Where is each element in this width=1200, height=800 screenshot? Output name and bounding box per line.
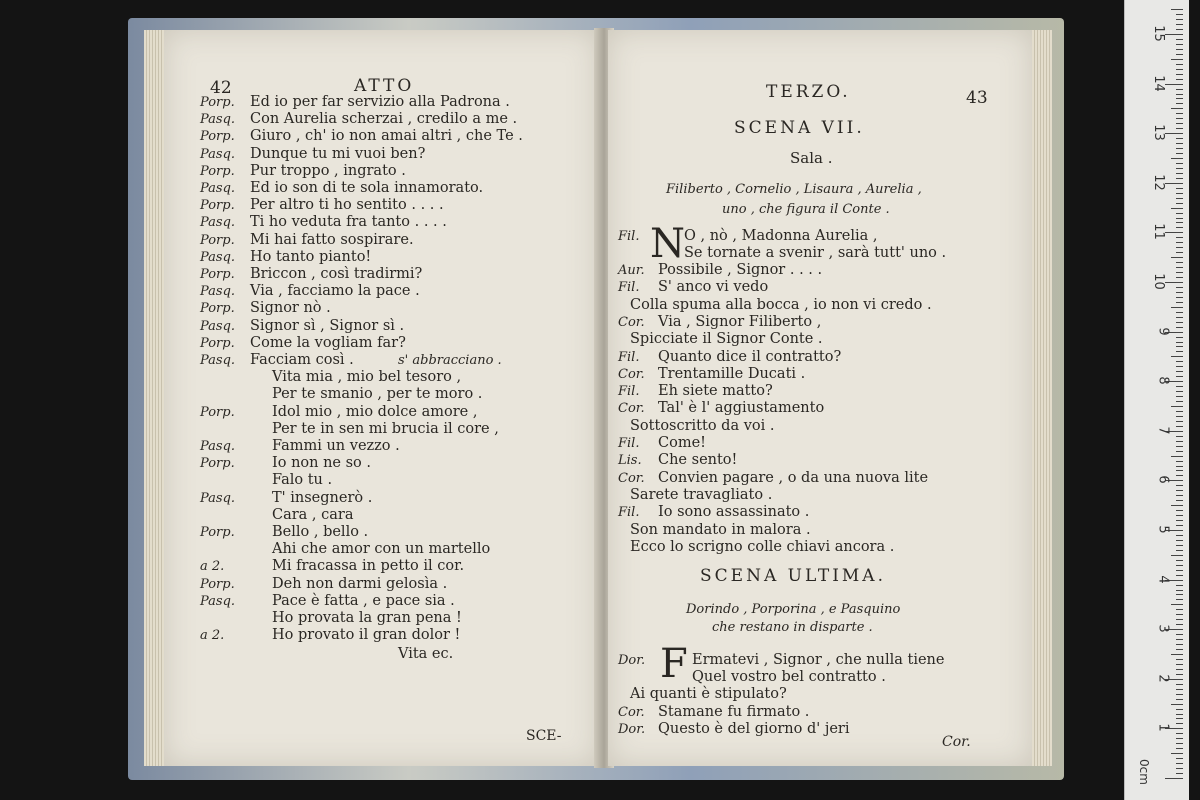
- speaker-label: Pasq.: [200, 215, 236, 231]
- ruler-tick: [1176, 639, 1183, 640]
- ruler-tick: [1176, 733, 1183, 734]
- ruler-tick: [1176, 470, 1183, 471]
- ruler-tick: [1176, 178, 1183, 179]
- ruler-tick: [1176, 748, 1183, 749]
- verse-line: Facciam così .: [250, 352, 354, 368]
- speaker-label: Porp.: [200, 267, 235, 282]
- ruler-tick: [1176, 218, 1183, 219]
- ruler-tick: [1176, 247, 1183, 248]
- verse-line: Signor sì , Signor sì .: [250, 317, 405, 334]
- page-edge-left: [144, 30, 164, 766]
- speaker-label: Pasq.: [200, 439, 236, 454]
- drop-capital: N: [650, 221, 685, 267]
- ruler-tick: [1165, 133, 1183, 134]
- speaker-label: Pasq.: [200, 490, 236, 506]
- speaker-label: Cor.: [618, 704, 645, 720]
- verse-line: Ho provata la gran pena !: [272, 610, 462, 626]
- ruler-tick: [1176, 520, 1183, 521]
- verse-line: Quanto dice il contratto?: [658, 348, 842, 365]
- ruler-tick: [1171, 257, 1183, 258]
- ruler-tick: [1176, 619, 1183, 620]
- ruler-tick: [1176, 24, 1183, 25]
- speaker-label: Porp.: [200, 404, 235, 420]
- ruler-unit: 0cm: [1136, 759, 1151, 785]
- ruler-tick: [1176, 535, 1183, 536]
- verse-line: Signor nò .: [250, 300, 331, 317]
- ruler-tick: [1176, 634, 1183, 635]
- ruler-tick: [1176, 436, 1183, 437]
- ruler-label: 11: [1151, 223, 1167, 241]
- ruler-tick: [1176, 292, 1183, 293]
- ruler-tick: [1176, 272, 1183, 273]
- ruler-tick: [1176, 143, 1183, 144]
- speaker-label: Dor.: [618, 722, 646, 737]
- verse-line: Pace è fatta , e pace sia .: [272, 592, 455, 609]
- verse-line: Io sono assassinato .: [658, 504, 810, 521]
- ruler-tick: [1176, 446, 1183, 447]
- stage-direction: s' abbracciano .: [398, 353, 502, 368]
- verse-line: Io non ne so .: [272, 455, 372, 472]
- verse-line: Per altro ti ho sentito . . . .: [250, 197, 444, 214]
- ruler-tick: [1171, 208, 1183, 209]
- ruler-tick: [1176, 709, 1183, 710]
- ruler-tick: [1176, 421, 1183, 422]
- verse-line: Ti ho veduta fra tanto . . . .: [250, 214, 447, 231]
- speaker-label: Porp.: [200, 163, 235, 179]
- ruler-tick: [1176, 371, 1183, 372]
- ruler-tick: [1176, 545, 1183, 546]
- ruler-label: 1: [1155, 723, 1171, 733]
- page-edge-right: [1032, 30, 1052, 766]
- measuring-ruler: [1124, 0, 1189, 800]
- verse-line: Ai quanti è stipulato?: [630, 686, 787, 702]
- verse-line: Ermatevi , Signor , che nulla tiene: [692, 652, 945, 668]
- speaker-label: Dor.: [618, 653, 646, 668]
- speaker-label: Pasq.: [200, 284, 236, 300]
- verse-line: Via , facciamo la pace .: [250, 283, 420, 300]
- ruler-tick: [1165, 183, 1183, 184]
- ruler-tick: [1176, 689, 1183, 690]
- speaker-label: Porp.: [200, 95, 235, 110]
- verse-line: Sottoscritto da voi .: [630, 417, 775, 434]
- ruler-tick: [1176, 466, 1183, 467]
- ruler-tick: [1176, 396, 1183, 397]
- ruler-tick: [1176, 337, 1183, 338]
- ruler-tick: [1165, 84, 1183, 85]
- speaker-label: Fil.: [618, 384, 640, 400]
- speaker-label: Porp.: [200, 456, 235, 472]
- ruler-tick: [1176, 44, 1183, 45]
- speaker-label: Cor.: [618, 470, 645, 486]
- ruler-tick: [1176, 39, 1183, 40]
- ruler-tick: [1176, 718, 1183, 719]
- ruler-label: 6: [1155, 475, 1171, 485]
- scene-characters: Dorindo , Porporina , e Pasquino: [686, 602, 901, 617]
- ruler-tick: [1176, 312, 1183, 313]
- speaker-label: Fil.: [618, 229, 640, 244]
- ruler-tick: [1176, 684, 1183, 685]
- ruler-tick: [1176, 386, 1183, 387]
- ruler-tick: [1176, 227, 1183, 228]
- ruler-tick: [1171, 753, 1183, 754]
- verse-line: T' insegnerò .: [272, 489, 373, 506]
- ruler-label: 4: [1155, 574, 1171, 584]
- ruler-tick: [1176, 74, 1183, 75]
- verse-line: Se tornate a svenir , sarà tutt' uno .: [684, 245, 947, 261]
- ruler-tick: [1176, 758, 1183, 759]
- ruler-tick: [1176, 322, 1183, 323]
- ruler-label: 3: [1155, 624, 1171, 633]
- verse-line: Come la vogliam far?: [250, 334, 406, 351]
- ruler-tick: [1176, 550, 1183, 551]
- ruler-tick: [1171, 456, 1183, 457]
- scene-title: SCENA ULTIMA.: [700, 566, 886, 586]
- verse-line: Colla spuma alla bocca , io non vi credo .: [630, 296, 932, 313]
- scene-title: SCENA VII.: [734, 118, 865, 138]
- catchword: Cor.: [942, 734, 971, 750]
- ruler-tick: [1171, 9, 1183, 10]
- ruler-tick: [1176, 366, 1183, 367]
- speaker-label: Porp.: [200, 335, 235, 351]
- running-head: ATTO: [354, 76, 415, 96]
- verse-line: Tal' è l' aggiustamento: [658, 400, 825, 417]
- ruler-tick: [1165, 34, 1183, 35]
- closing-line: Vita ec.: [398, 646, 454, 663]
- ruler-tick: [1176, 351, 1183, 352]
- speaker-label: Fil.: [618, 280, 640, 296]
- verse-line: Per te in sen mi brucia il core ,: [272, 420, 499, 437]
- ruler-tick: [1176, 287, 1183, 288]
- verse-line: Mi fracassa in petto il cor.: [272, 558, 465, 575]
- ruler-tick: [1176, 213, 1183, 214]
- ruler-label: 7: [1155, 426, 1171, 435]
- scene-characters: che restano in disparte .: [712, 620, 873, 635]
- left-page: [164, 30, 598, 766]
- speaker-label: Porp.: [200, 232, 235, 248]
- ruler-tick: [1176, 64, 1183, 65]
- speaker-label: Fil.: [618, 349, 640, 365]
- ruler-tick: [1176, 401, 1183, 402]
- ruler-tick: [1171, 704, 1183, 705]
- ruler-tick: [1176, 391, 1183, 392]
- ruler-tick: [1176, 664, 1183, 665]
- ruler-tick: [1176, 510, 1183, 511]
- speaker-label: Pasq.: [200, 249, 236, 265]
- verse-line: Possibile , Signor . . . .: [658, 262, 823, 278]
- ruler-tick: [1176, 451, 1183, 452]
- ruler-tick: [1176, 193, 1183, 194]
- ruler-tick: [1176, 699, 1183, 700]
- ruler-tick: [1176, 317, 1183, 318]
- verse-line: Ecco lo scrigno colle chiavi ancora .: [630, 538, 895, 555]
- ruler-tick: [1176, 79, 1183, 80]
- ruler-tick: [1176, 49, 1183, 50]
- ruler-tick: [1176, 237, 1183, 238]
- ruler-tick: [1176, 694, 1183, 695]
- speaker-label: Fil.: [618, 505, 640, 521]
- verse-line: Pur troppo , ingrato .: [250, 162, 406, 179]
- ruler-tick: [1171, 555, 1183, 556]
- ruler-tick: [1176, 302, 1183, 303]
- speaker-label: a 2.: [200, 628, 225, 644]
- ruler-tick: [1176, 188, 1183, 189]
- verse-line: O , nò , Madonna Aurelia ,: [684, 228, 878, 244]
- verse-line: Mi hai fatto sospirare.: [250, 231, 414, 248]
- verse-line: Con Aurelia scherzai , credilo a me .: [250, 111, 518, 128]
- ruler-tick: [1176, 346, 1183, 347]
- ruler-tick: [1176, 89, 1183, 90]
- speaker-label: Pasq.: [200, 318, 236, 334]
- ruler-tick: [1165, 778, 1183, 779]
- scene-characters: uno , che figura il Conte .: [722, 202, 890, 217]
- ruler-tick: [1171, 654, 1183, 655]
- ruler-tick: [1176, 570, 1183, 571]
- ruler-tick: [1176, 54, 1183, 55]
- ruler-label: 13: [1151, 124, 1167, 141]
- ruler-label: 10: [1151, 273, 1167, 290]
- ruler-tick: [1176, 743, 1183, 744]
- ruler-tick: [1176, 98, 1183, 99]
- verse-line: Ahi che amor con un martello: [272, 541, 491, 558]
- ruler-tick: [1176, 560, 1183, 561]
- verse-line: Via , Signor Filiberto ,: [658, 313, 822, 330]
- ruler-tick: [1176, 490, 1183, 491]
- speaker-label: Pasq.: [200, 146, 236, 162]
- catchword: SCE-: [526, 728, 562, 744]
- speaker-label: Cor.: [618, 401, 645, 417]
- verse-line: Trentamille Ducati .: [658, 365, 806, 382]
- ruler-tick: [1176, 411, 1183, 412]
- page-number: 42: [210, 78, 232, 98]
- speaker-label: a 2.: [200, 559, 225, 575]
- ruler-tick: [1176, 714, 1183, 715]
- verse-line: Falo tu .: [272, 472, 333, 489]
- ruler-tick: [1171, 505, 1183, 506]
- verse-line: Dunque tu mi vuoi ben?: [250, 145, 426, 162]
- verse-line: Stamane fu firmato .: [658, 703, 810, 720]
- speaker-label: Cor.: [618, 314, 645, 330]
- ruler-tick: [1176, 485, 1183, 486]
- ruler-label: 5: [1155, 525, 1171, 534]
- ruler-tick: [1176, 540, 1183, 541]
- verse-line: Bello , bello .: [272, 524, 369, 540]
- ruler-tick: [1171, 59, 1183, 60]
- ruler-tick: [1176, 495, 1183, 496]
- ruler-tick: [1176, 297, 1183, 298]
- verse-line: Idol mio , mio dolce amore ,: [272, 403, 478, 420]
- drop-capital: F: [660, 641, 688, 687]
- ruler-tick: [1176, 674, 1183, 675]
- ruler-label: 9: [1155, 326, 1171, 336]
- ruler-tick: [1176, 69, 1183, 70]
- verse-line: Deh non darmi gelosìa .: [272, 575, 448, 592]
- ruler-tick: [1176, 575, 1183, 576]
- ruler-tick: [1176, 376, 1183, 377]
- ruler-tick: [1176, 594, 1183, 595]
- verse-line: Convien pagare , o da una nuova lite: [658, 469, 929, 486]
- ruler-tick: [1176, 153, 1183, 154]
- ruler-tick: [1176, 342, 1183, 343]
- ruler-tick: [1171, 307, 1183, 308]
- ruler-tick: [1176, 267, 1183, 268]
- speaker-label: Porp.: [200, 525, 235, 540]
- ruler-tick: [1176, 669, 1183, 670]
- ruler-tick: [1176, 29, 1183, 30]
- ruler-tick: [1176, 163, 1183, 164]
- ruler-tick: [1176, 203, 1183, 204]
- speaker-label: Pasq.: [200, 181, 236, 196]
- ruler-tick: [1176, 515, 1183, 516]
- speaker-label: Cor.: [618, 366, 645, 382]
- ruler-tick: [1176, 590, 1183, 591]
- ruler-tick: [1176, 565, 1183, 566]
- ruler-tick: [1176, 461, 1183, 462]
- ruler-tick: [1176, 609, 1183, 610]
- verse-line: Questo è del giorno d' jeri: [658, 721, 850, 737]
- ruler-tick: [1176, 173, 1183, 174]
- ruler-tick: [1176, 123, 1183, 124]
- ruler-tick: [1171, 356, 1183, 357]
- ruler-label: 12: [1151, 174, 1167, 191]
- ruler-label: 14: [1151, 74, 1167, 92]
- ruler-tick: [1176, 659, 1183, 660]
- ruler-tick: [1176, 103, 1183, 104]
- ruler-tick: [1176, 118, 1183, 119]
- verse-line: Fammi un vezzo .: [272, 438, 400, 454]
- ruler-tick: [1176, 222, 1183, 223]
- verse-line: Per te smanio , per te moro .: [272, 386, 483, 403]
- speaker-label: Aur.: [618, 263, 645, 278]
- ruler-tick: [1176, 585, 1183, 586]
- verse-line: Cara , cara: [272, 506, 354, 523]
- ruler-tick: [1176, 763, 1183, 764]
- verse-line: Che sento!: [658, 452, 738, 469]
- ruler-label: 2: [1155, 674, 1171, 683]
- ruler-tick: [1176, 138, 1183, 139]
- ruler-tick: [1176, 148, 1183, 149]
- ruler-tick: [1171, 406, 1183, 407]
- verse-line: Son mandato in malora .: [630, 521, 811, 538]
- ruler-tick: [1176, 19, 1183, 20]
- speaker-label: Pasq.: [200, 593, 236, 609]
- ruler-tick: [1176, 649, 1183, 650]
- ruler-tick: [1165, 282, 1183, 283]
- verse-line: Briccon , così tradirmi?: [250, 266, 423, 282]
- running-head: TERZO.: [766, 82, 851, 102]
- ruler-tick: [1171, 108, 1183, 109]
- ruler-tick: [1176, 773, 1183, 774]
- scene-characters: Filiberto , Cornelio , Lisaura , Aurelia ,: [666, 182, 922, 197]
- verse-line: Sarete travagliato .: [630, 486, 773, 503]
- ruler-tick: [1176, 475, 1183, 476]
- right-page: [608, 30, 1032, 766]
- ruler-tick: [1176, 426, 1183, 427]
- ruler-tick: [1176, 14, 1183, 15]
- ruler-tick: [1176, 252, 1183, 253]
- ruler-tick: [1176, 113, 1183, 114]
- speaker-label: Fil.: [618, 436, 640, 451]
- speaker-label: Lis.: [618, 453, 642, 469]
- ruler-tick: [1176, 416, 1183, 417]
- verse-line: Ho provato il gran dolor !: [272, 627, 461, 644]
- verse-line: S' anco vi vedo: [658, 279, 769, 296]
- ruler-tick: [1176, 768, 1183, 769]
- ruler-tick: [1176, 128, 1183, 129]
- open-book: [128, 18, 1064, 780]
- ruler-tick: [1176, 599, 1183, 600]
- verse-line: Quel vostro bel contratto .: [692, 669, 886, 685]
- scene-setting: Sala .: [790, 149, 833, 167]
- ruler-tick: [1165, 232, 1183, 233]
- ruler-tick: [1176, 327, 1183, 328]
- speaker-label: Porp.: [200, 301, 235, 317]
- verse-line: Spicciate il Signor Conte .: [630, 331, 823, 348]
- ruler-tick: [1176, 738, 1183, 739]
- speaker-label: Pasq.: [200, 353, 236, 368]
- verse-line: Ed io per far servizio alla Padrona .: [250, 94, 510, 110]
- page-number: 43: [966, 88, 988, 108]
- verse-line: Come!: [658, 435, 706, 451]
- ruler-tick: [1176, 525, 1183, 526]
- ruler-tick: [1176, 94, 1183, 95]
- ruler-tick: [1176, 168, 1183, 169]
- verse-line: Vita mia , mio bel tesoro ,: [272, 369, 462, 386]
- ruler-tick: [1176, 262, 1183, 263]
- ruler-tick: [1176, 500, 1183, 501]
- ruler-tick: [1176, 441, 1183, 442]
- speaker-label: Pasq.: [200, 112, 236, 128]
- ruler-tick: [1176, 361, 1183, 362]
- ruler-tick: [1171, 604, 1183, 605]
- speaker-label: Porp.: [200, 129, 235, 145]
- ruler-tick: [1176, 723, 1183, 724]
- ruler-tick: [1176, 277, 1183, 278]
- verse-line: Eh siete matto?: [658, 383, 773, 400]
- ruler-tick: [1171, 158, 1183, 159]
- ruler-tick: [1176, 624, 1183, 625]
- ruler-tick: [1176, 614, 1183, 615]
- verse-line: Ed io son di te sola innamorato.: [250, 180, 484, 196]
- speaker-label: Porp.: [200, 198, 235, 214]
- ruler-label: 15: [1151, 25, 1167, 42]
- ruler-tick: [1176, 644, 1183, 645]
- speaker-label: Porp.: [200, 576, 235, 592]
- verse-line: Ho tanto pianto!: [250, 248, 372, 265]
- ruler-tick: [1176, 242, 1183, 243]
- verse-line: Giuro , ch' io non amai altri , che Te .: [250, 128, 523, 145]
- ruler-label: 8: [1155, 376, 1171, 385]
- ruler-tick: [1176, 198, 1183, 199]
